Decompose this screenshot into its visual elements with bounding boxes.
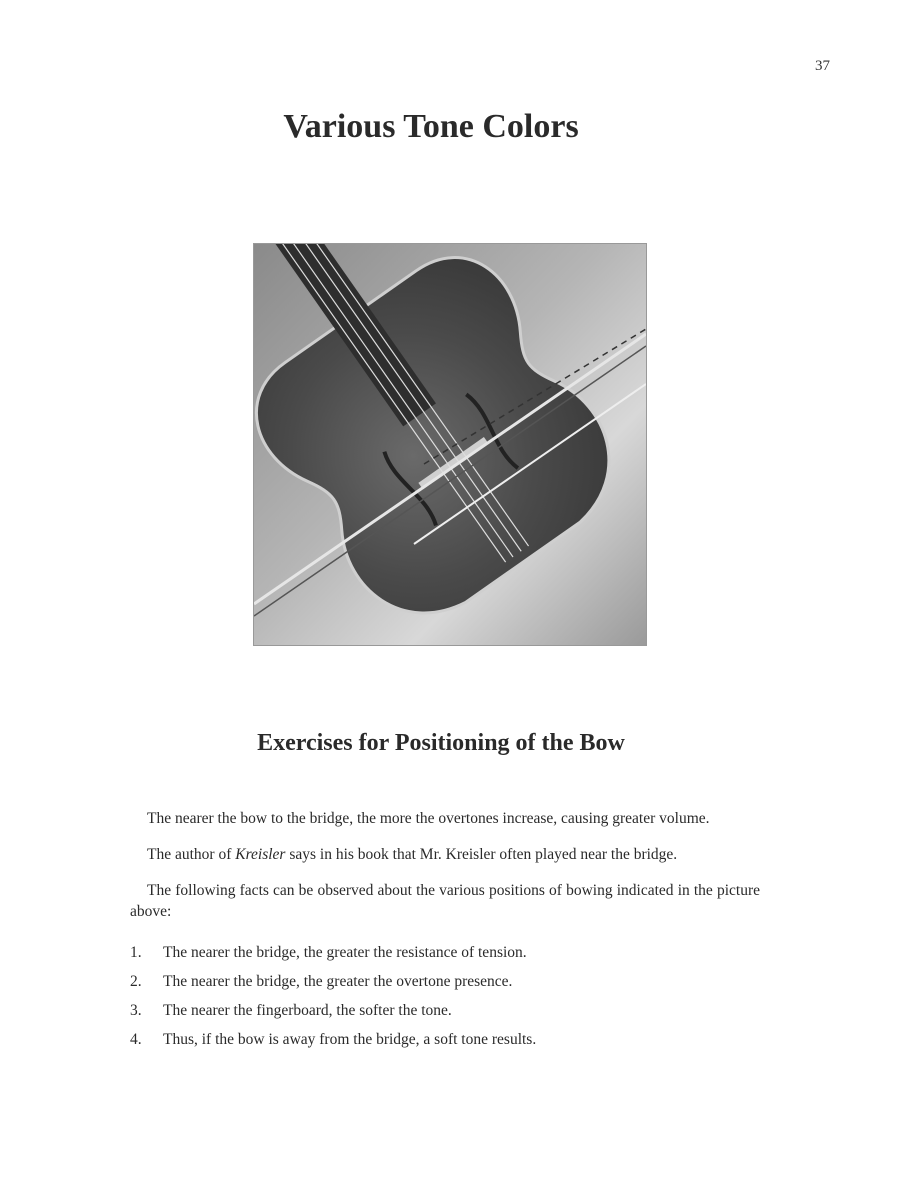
list-item-text: The nearer the bridge, the greater the overtone presence. xyxy=(163,973,513,990)
violin-photo xyxy=(253,243,647,646)
list-item xyxy=(130,942,760,963)
list-item-text: The nearer the fingerboard, the softer the tone. xyxy=(163,1002,452,1019)
list-item-number: 3. xyxy=(130,1002,142,1019)
list-item-text: The nearer the bridge, the greater the resistance of tension. xyxy=(163,944,527,961)
page-title: Various Tone Colors xyxy=(283,108,579,145)
section-heading: Exercises for Positioning of the Bow xyxy=(257,730,625,756)
paragraph-3: The following facts can be observed about the various positions of bowing indicated in the picture above: xyxy=(130,882,760,920)
list-item xyxy=(130,1000,760,1021)
paragraph-1: The nearer the bow to the bridge, the more the overtones increase, causing greater volume. xyxy=(147,810,710,827)
book-title: Kreisler xyxy=(235,846,286,863)
page-number: 37 xyxy=(815,58,830,74)
paragraph-2 xyxy=(130,844,760,865)
facts-list xyxy=(130,942,760,1050)
list-item-number: 1. xyxy=(130,944,142,961)
list-item xyxy=(130,1029,760,1050)
paragraph-2-rest: says in his book that Mr. Kreisler often played near the bridge. xyxy=(285,846,678,863)
paragraph-2-lead: The author of xyxy=(147,846,236,863)
list-item xyxy=(130,971,760,992)
list-item-number: 4. xyxy=(130,1031,142,1048)
body-text xyxy=(130,808,760,1058)
list-item-text: Thus, if the bow is away from the bridge, a soft tone results. xyxy=(163,1031,537,1048)
list-item-number: 2. xyxy=(130,973,142,990)
